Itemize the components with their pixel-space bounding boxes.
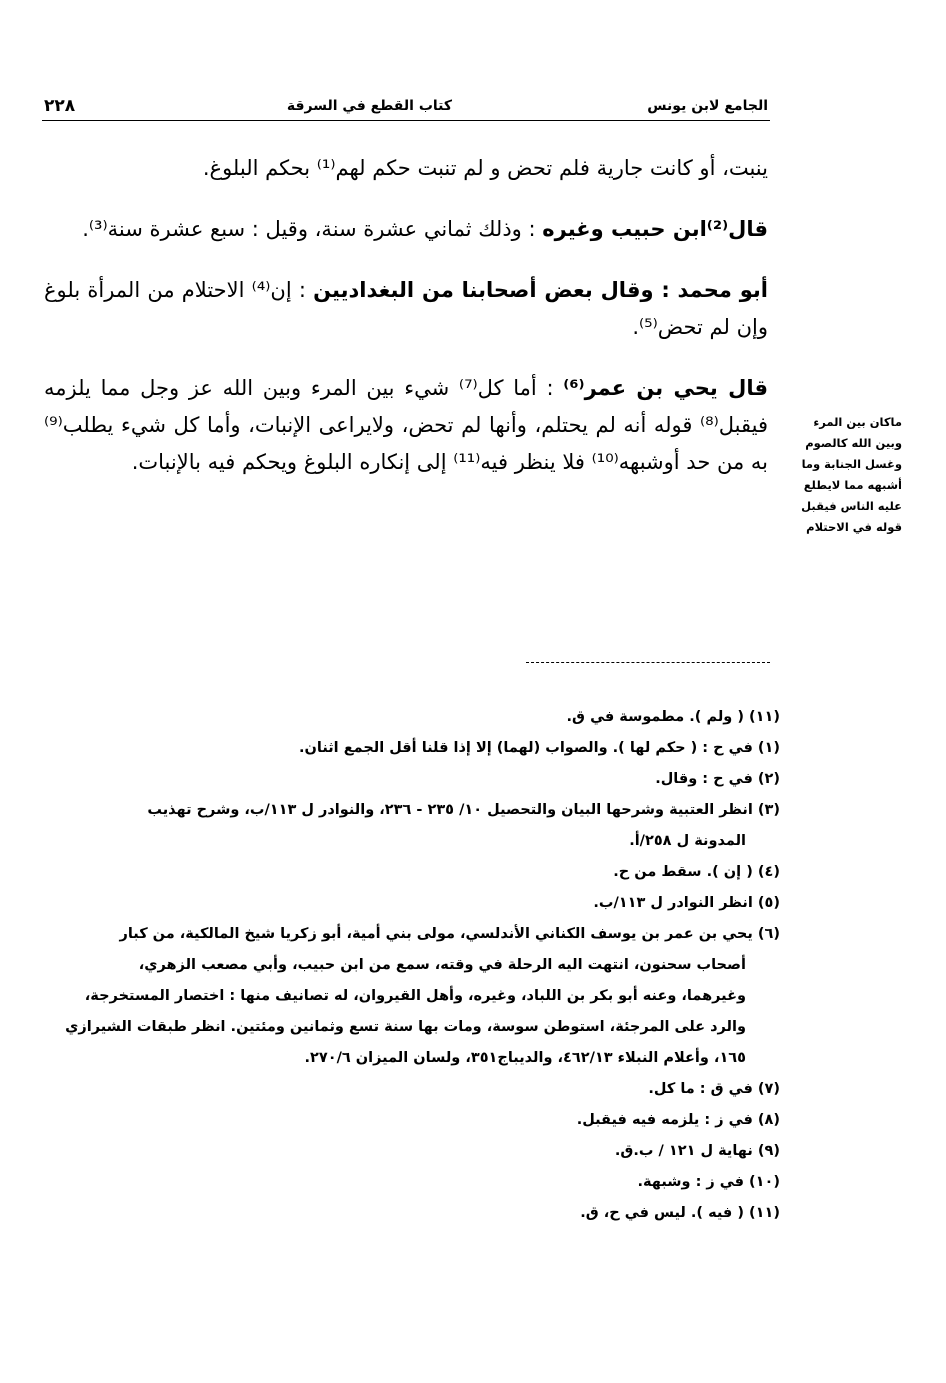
footnote-item: (١) في ح : ( حكم لها ). والصواب (لهما) إلا إذا قلنا أقل الجمع اثنان. bbox=[298, 740, 780, 756]
footnote-continuation: المدونة ل ٢٥٨/أ. bbox=[629, 833, 746, 849]
margin-note: ماكان بين المرء وبين الله كالصوم وغسل الجنابة وما أشبهه مما لايطلع عليه الناس فيقبل قوله في الاحتلام bbox=[801, 415, 902, 534]
main-text bbox=[44, 150, 768, 505]
footnote-item: (٦) يحي بن عمر بن يوسف الكناني الأندلسي، مولى بني أمية، أبو زكريا شيخ المالكية، من كبار bbox=[119, 926, 780, 942]
paragraph-1: ينبت، أو كانت جارية فلم تحض و لم تنبت حكم لهم⁽¹⁾ بحكم البلوغ. bbox=[202, 156, 768, 180]
footnote-separator bbox=[526, 662, 770, 663]
footnote-item: (١٠) في ز : وشبهة. bbox=[637, 1174, 780, 1190]
footnote-continuation: والرد على المرجئة، استوطن سوسة، ومات بها سنة تسع وثمانين ومئتين. انظر طبقات الشيرازي bbox=[65, 1019, 746, 1035]
paragraph-4 bbox=[44, 370, 768, 481]
footnote-item: (١١) ( ولم ). مطموسة في ق. bbox=[566, 709, 780, 725]
footnote-continuation: ١٦٥، وأعلام النبلاء ٤٦٢/١٣، والديباج٣٥١، ولسان الميزان ٢٧٠/٦. bbox=[304, 1050, 746, 1066]
paragraph-3-lead: أبو محمد : وقال بعض أصحابنا من البغداديين bbox=[313, 278, 768, 302]
footnote-item: (١١) ( فيه ). ليس في ح، ق. bbox=[580, 1205, 780, 1221]
footnote-item: (٧) في ق : ما كل. bbox=[648, 1081, 780, 1097]
paragraph-2-lead: قال⁽²⁾ابن حبيب وغيره bbox=[542, 217, 768, 241]
footnote-item: (٢) في ح : وقال. bbox=[655, 771, 780, 787]
footnote-continuation: وغيرهما، وعنه أبو بكر بن اللباد، وغيره، وأهل القيروان، له تصانيف منها : اختصار المستخرجة، bbox=[84, 988, 746, 1004]
footnote-item: (٨) في ز : يلزمه فيه فيقبل. bbox=[576, 1112, 780, 1128]
paragraph-4-text: : أما كل⁽⁷⁾ شيء بين المرء وبين الله عز وجل مما يلزمه فيقبل⁽⁸⁾ قوله أنه لم يحتلم، وأنها لم تحض، ولايراعى الإنبات، وأما كل شيء يطلب⁽⁹⁾ به من حد أوشبهه⁽¹⁰⁾ فلا ينظر فيه⁽¹¹⁾ إلى إنكاره البلوغ ويحكم فيه بالإنبات. bbox=[44, 376, 768, 474]
footnote-item: (٥) انظر النوادر ل ١١٣/ب. bbox=[593, 895, 780, 911]
footnote-item: (٣) انظر العتبية وشرحها البيان والتحصيل ١٠/ ٢٣٥ - ٢٣٦، والنوادر ل ١١٣/ب، وشرح تهذيب bbox=[147, 802, 780, 818]
paragraph-4-lead: قال يحي بن عمر⁽⁶⁾ bbox=[563, 376, 768, 400]
paragraph-3 bbox=[44, 272, 768, 346]
paragraph-2 bbox=[44, 211, 768, 248]
paragraph-3-text: : إن⁽⁴⁾ الاحتلام من المرأة بلوغ وإن لم تحض⁽⁵⁾. bbox=[44, 278, 768, 339]
footnote-item: (٤) ( إن ). سقط من ح. bbox=[613, 864, 780, 880]
chapter-title: كتاب القطع في السرقة bbox=[286, 98, 452, 114]
book-title: الجامع لابن يونس bbox=[647, 98, 768, 114]
footnote-item: (٩) نهاية ل ١٢١ / ب.ق. bbox=[614, 1143, 780, 1159]
paragraph-2-text: : وذلك ثماني عشرة سنة، وقيل : سبع عشرة سنة⁽³⁾. bbox=[82, 217, 536, 241]
footnotes bbox=[44, 702, 780, 1229]
footnote-continuation: أصحاب سحنون، انتهت اليه الرحلة في وقته، سمع من ابن حبيب، وأبي مصعب الزهري، bbox=[138, 957, 746, 973]
page-number: ٢٢٨ bbox=[44, 96, 76, 116]
running-header bbox=[42, 96, 770, 121]
